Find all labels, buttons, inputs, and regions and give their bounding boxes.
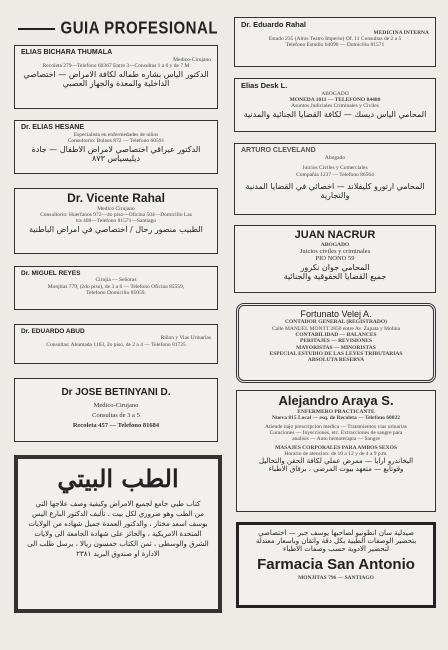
ad-thumala-role: Medico-Cirujano <box>173 57 211 64</box>
ad-hessane-arabic: الدكتور عيراقي اختصاصي لامراض الاطفال — جادة ديليسياس ٨٧٣ <box>31 144 201 163</box>
ad-tibb-line-4: المتحدة الامريكية ، والحائز على شهادة الجامعة الى ولايات <box>34 530 202 539</box>
ad-fortunato-line-5: ABSOLUTA RESERVA <box>307 357 365 364</box>
ad-desk-role: ABOGADO <box>321 90 349 97</box>
ad-vicente-rahal <box>14 188 218 254</box>
ad-araya-role: ENFERMERO PRACTICANTE <box>297 408 375 415</box>
ad-fortunato-line-1: CONTABILIDAD — BALANCES <box>295 331 377 338</box>
ad-cleveland-line-1: Juicios Civiles y Comerciales <box>302 165 368 172</box>
ad-hessane <box>14 120 218 174</box>
ad-abud-name: Dr. EDUARDO ABUD <box>21 328 85 335</box>
ad-farmacia-arabic-3: لتحضير الادوية حسب وصفات الاطباء <box>283 545 389 554</box>
ad-rahal-address-2: Telefono Estudio 64090 — Domicilio 81571 <box>285 42 385 49</box>
ad-cleveland <box>234 143 436 215</box>
ad-araya-line-2: Curaciones — Inyecciones, etc. Extracciones de sangre para <box>269 429 403 436</box>
ad-tibb-line-1: كتاب طبي جامع لجميع الامراض وكيفية وصف علاجها التي <box>35 499 201 508</box>
ad-farmacia-arabic-1: صيدلية سان انطونيو لصاحبها يوسف جبر — اختصاصي <box>258 529 414 537</box>
ad-reyes-role: Cirujia — Señoras <box>95 277 137 284</box>
ad-reyes-name: Dr. MIGUEL REYES <box>21 270 81 277</box>
ad-desk-line-1: MONEDA 1011 — TELEFONO 84480 <box>289 96 381 103</box>
ad-araya-address: Nueva 815 Local — esq. de Recoleta — Telefono 60822 <box>271 415 401 422</box>
ad-betinyani-hours: Consultas de 3 a 5 <box>92 411 140 419</box>
ad-vicente-role: Medico Cirujano <box>97 205 135 212</box>
ad-araya-line-4: MASAJES CORPORALES PARA AMBOS SEXOS <box>275 444 397 451</box>
ad-farmacia-name: Farmacia San Antonio <box>257 556 415 574</box>
ad-betinyani-role: Medico-Cirujano <box>93 401 139 409</box>
ad-tibb-line-6: الادارة او صندوق البريد ٢٣٨١ <box>76 550 160 559</box>
ad-thumala <box>14 45 218 109</box>
ad-farmacia-arabic-2: بتحضير الوصفات الطبية بكل دقة واتقان وباسعار معتدلة <box>255 537 417 546</box>
ad-reyes <box>14 266 218 310</box>
ad-desk-arabic: المحامي الياس ديسك — لكافة القضايا الجنائية والمدنية <box>243 109 427 119</box>
ad-fortunato-role: CONTADOR GENERAL (REGISTRADO) <box>285 319 387 326</box>
ad-fortunato-address: Calle MANUEL MONTT 2850 entre Av. Zapata y Molina <box>271 325 400 332</box>
ad-cleveland-line-2: Compañia 1237 — Telefono 86564 <box>296 171 374 178</box>
ad-tibb-line-3: بوسف اسعد مختار ، والدكتور العمدة جميل شهاده من الولايات <box>28 519 208 528</box>
ad-araya-name: Alejandro Araya S. <box>278 393 394 408</box>
ad-tibb-title: الطب البيتي <box>57 464 179 493</box>
ad-vicente-address-1: Consultorio: Huerfanos 972—4o piso—Oficina 504—Domicilio Las <box>40 212 192 219</box>
ad-reyes-address-2: Telefono Domicilio 85059. <box>86 290 146 297</box>
ad-araya-line-5: Horario de atencion: de 10 a 12 y de 4 a 9 p.m. <box>284 450 388 457</box>
ad-farmacia-address: MONJITAS 796 — SANTIAGO <box>298 575 374 582</box>
ad-desk <box>234 78 436 132</box>
ad-eduardo-rahal <box>234 17 436 67</box>
ad-nacrur-line-2: PIO NONO 59 <box>315 255 355 263</box>
ad-abud-address: Consultas: Ahumada 1163, 2o piso, de 2 a 4 — Telefono 81725 <box>46 341 186 348</box>
ad-nacrur-role: ABOGADO <box>320 241 350 248</box>
ad-desk-line-2: Asuntos Judiciales Criminales y Civiles <box>291 103 379 110</box>
ad-fortunato <box>236 303 436 383</box>
ad-araya-line-1: Atiende bajo prescripcion medica — Tratamientos vias urinarias <box>265 423 407 430</box>
ad-betinyani <box>14 378 218 442</box>
ad-thumala-arabic-2: الداخلية والمعدة والجهاز العصبي <box>62 78 170 88</box>
ad-betinyani-address: Recoleta 457 — Telefono 81684 <box>72 422 160 430</box>
ad-araya <box>236 390 436 512</box>
ad-hessane-address: Consultorio: Bulnes 872 — Telefono 60591 <box>67 138 165 145</box>
ad-thumala-address: Recoleta 279—Telefono 60367 Entre 3—Consultas 1 a 6 y de 7 M <box>42 63 190 70</box>
ad-tibb-book <box>14 455 222 613</box>
ad-hessane-name: Dr. ELIAS HESANE <box>21 124 85 131</box>
ad-vicente-address-2: tra 408—Telefono 81571—Santiago <box>75 218 157 225</box>
ad-abud-role: Riñon y Vias Urinarias <box>160 335 211 342</box>
ad-vicente-arabic: الطبيب منصور رحال / اختصاصي في امراض الباطنية <box>29 224 203 234</box>
ad-reyes-address-1: Monjitas 779, (2do piso), de 3 a 6 — Telefono Oficina 85559, <box>47 283 185 290</box>
ad-cleveland-name: ARTURO CLEVELAND <box>241 147 316 154</box>
page-title-text: GUIA PROFESIONAL <box>60 18 218 39</box>
ad-nacrur-arabic-1: المحامي جوان نكرور <box>300 262 370 272</box>
ad-fortunato-line-2: PERITAJES — REVISIONES <box>299 338 373 345</box>
ad-thumala-name: ELIAS BICHARA THUMALA <box>21 49 113 56</box>
ad-araya-line-3: analisis — Auto hemoterapia — Sangre <box>292 436 380 443</box>
ad-hessane-specialty: Especialista en enfermedades de niños <box>73 132 159 139</box>
ad-abud <box>14 324 218 364</box>
ad-nacrur-name: JUAN NACRUR <box>294 229 376 241</box>
ad-tibb-line-2: من الطب وهو ضروري لكل بيت . تأليف الدكتور البارع اليس <box>32 509 204 518</box>
page-title <box>18 20 218 37</box>
ad-tibb-line-5: الشرق والوسطى ، ثمن الكتاب خمسون ريالا ، يرسل طلب الى <box>27 540 209 549</box>
ad-fortunato-name: Fortunato Velej A. <box>300 309 372 319</box>
ad-cleveland-arabic: المحامي ارتورو كليفلاند — اخصائي في القضايا المدنية والتجارية <box>245 181 425 201</box>
ad-cleveland-role: Abogado <box>324 155 346 162</box>
ad-betinyani-name: Dr JOSE BETINYANI D. <box>61 387 171 398</box>
ad-nacrur-line-1: Juicios civiles y criminales <box>299 247 371 255</box>
ad-nacrur <box>234 225 436 293</box>
ad-fortunato-line-4: ESPECIAL ESTUDIO DE LAS LEYES TRIBUTARIAS <box>269 350 403 357</box>
ad-thumala-arabic-1: الدكتور الياس بشاره طماله لكافة الامراض — اختصاصي <box>23 69 209 79</box>
ad-vicente-name: Dr. Vicente Rahal <box>67 191 165 205</box>
ad-rahal-name: Dr. Eduardo Rahal <box>241 20 307 29</box>
title-rule-left <box>18 28 55 30</box>
ad-farmacia <box>236 522 436 608</box>
ad-rahal-role: MEDICINA INTERNA <box>373 29 429 36</box>
ad-araya-arabic-2: وقوتابع — متعهد بيوت المرضى ، برفاق الاطباء <box>268 465 404 474</box>
ad-rahal-address-1: Estado 235 (Altos Teatro Imperio) Of. 11 Consultas de 2 a 5 <box>268 35 402 42</box>
ad-desk-name: Elias Desk L. <box>241 81 288 90</box>
ad-fortunato-line-3: MAYORISTAS — MINORISTAS <box>296 344 376 351</box>
ad-nacrur-arabic-2: جميع القضايا الحقوقية والجنائية <box>283 272 387 282</box>
ad-araya-arabic-1: اليخاندرو ارايا — ممرض عملي لكافة الحقن والتحاليل <box>258 457 414 466</box>
